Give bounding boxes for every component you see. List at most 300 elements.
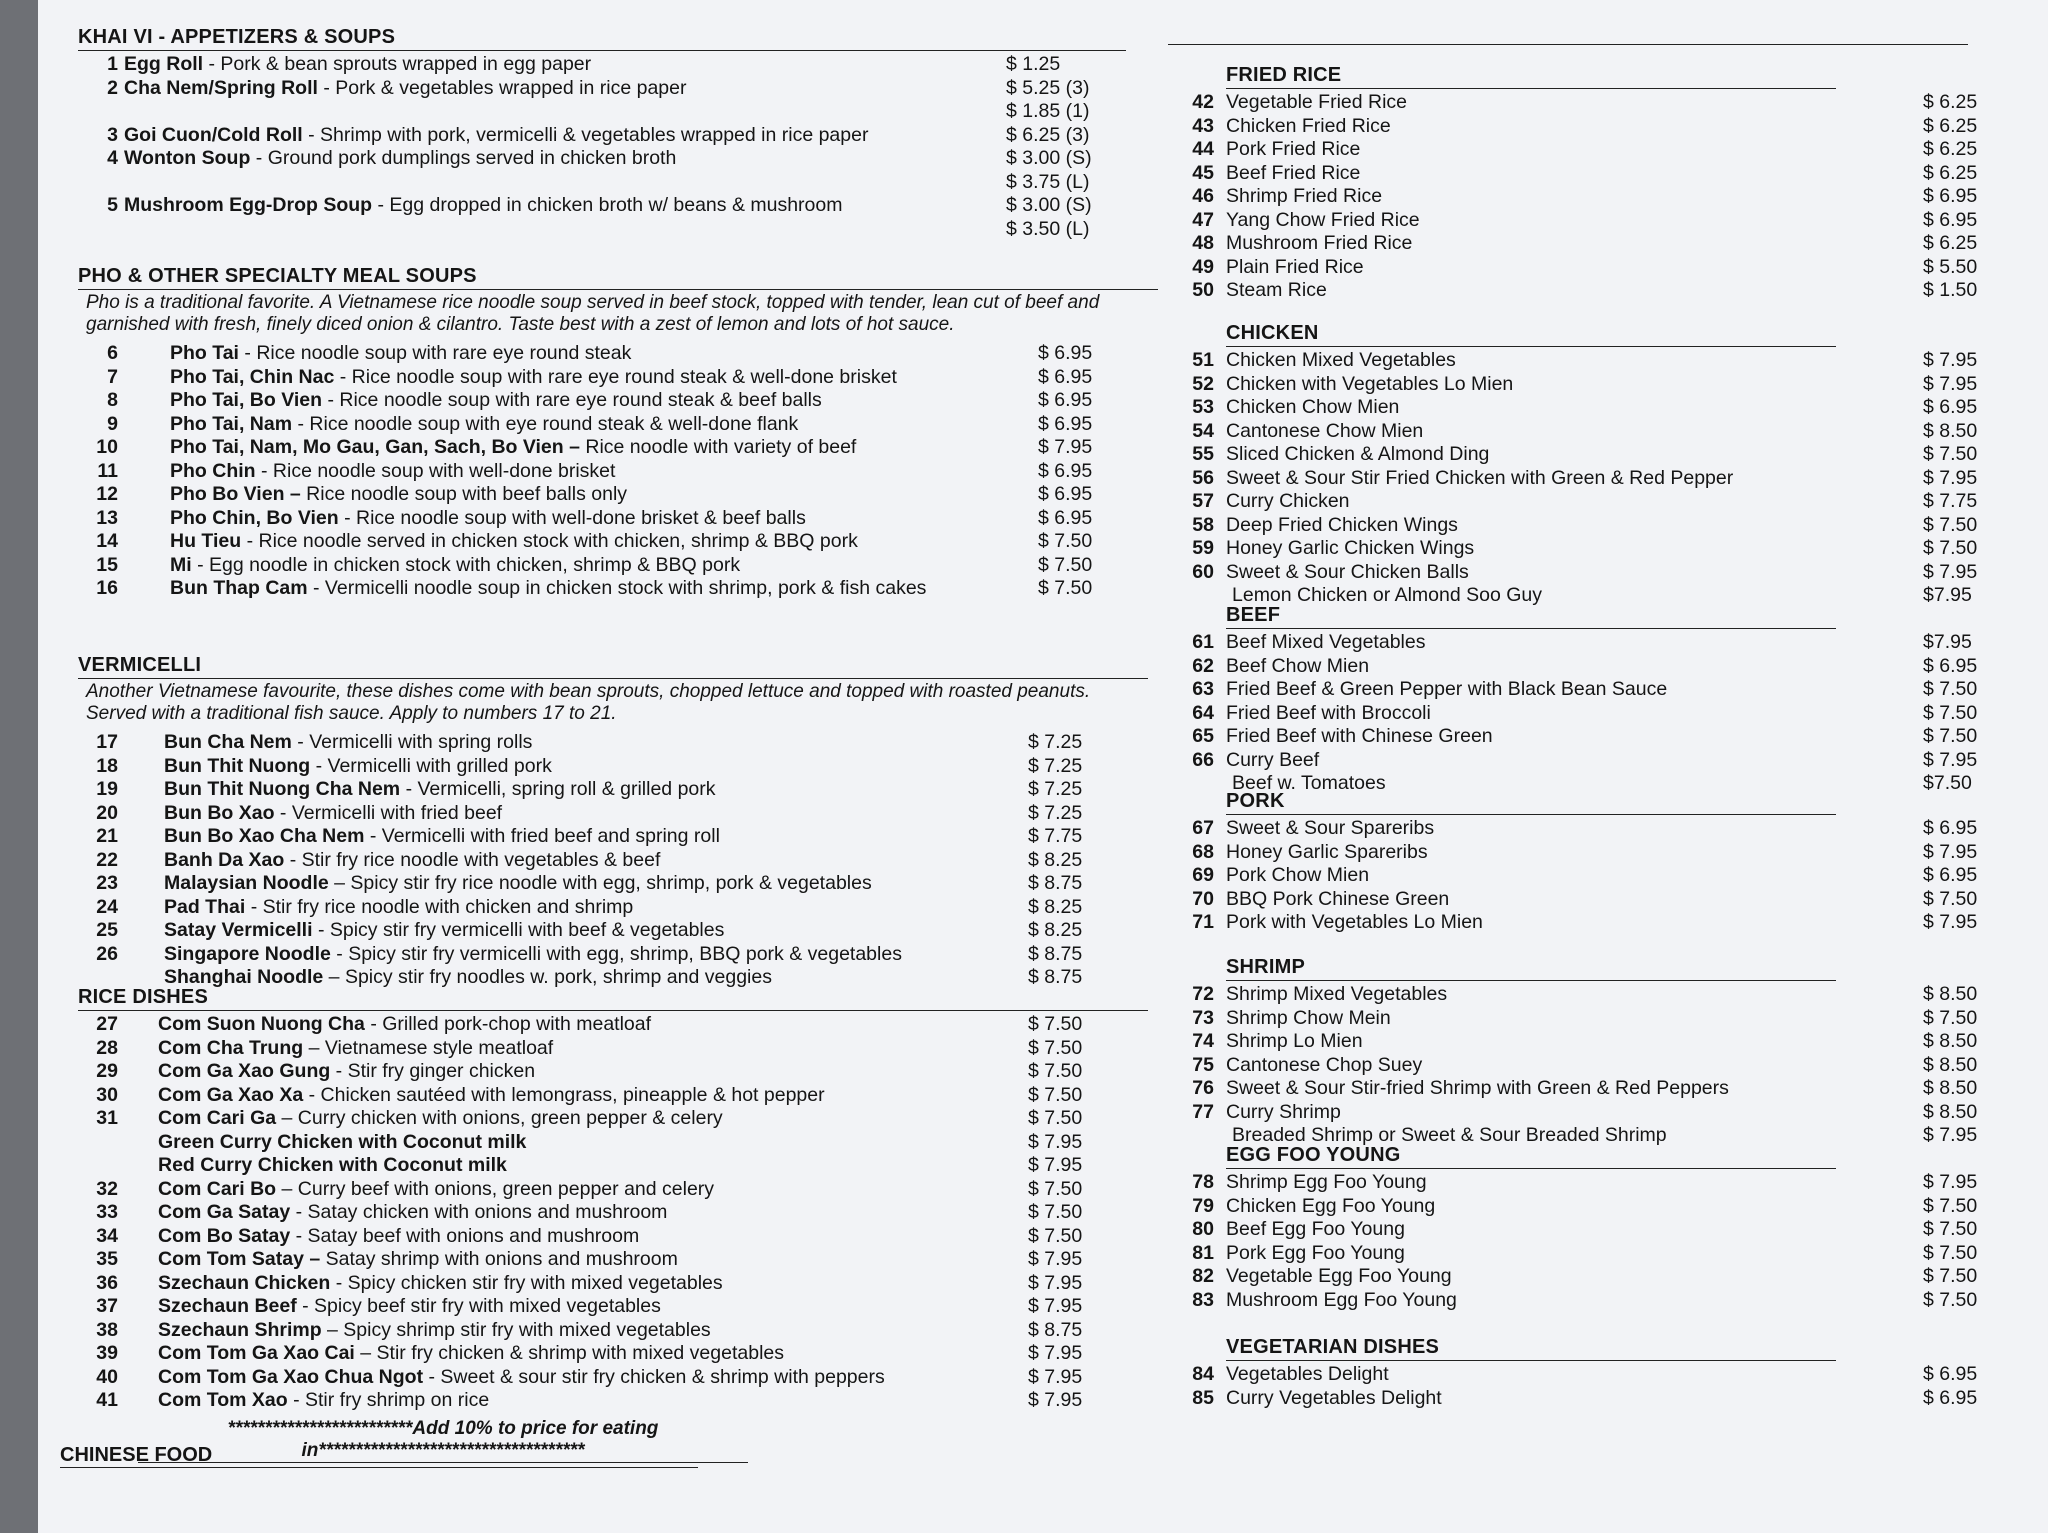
item-price: $ 8.50 xyxy=(1923,1053,1978,1076)
item-name: Shrimp Egg Foo Young xyxy=(1226,1171,1427,1193)
item-name: Beef Egg Foo Young xyxy=(1226,1218,1405,1240)
section-title: FRIED RICE xyxy=(1226,64,1836,89)
item-number: 69 xyxy=(1192,864,1214,886)
item-name: Shanghai Noodle xyxy=(164,966,324,988)
item-price: $ 8.50 xyxy=(1923,1077,1978,1099)
item-price: $ 6.95 xyxy=(1923,1363,1978,1385)
item-number: 64 xyxy=(1192,701,1214,724)
item-number: 27 xyxy=(96,1013,118,1035)
item-price: $ 6.95 xyxy=(1923,654,1978,677)
item-price: $ 6.25 xyxy=(1923,114,1978,137)
item-description: - Pork & vegetables wrapped in rice paper xyxy=(317,76,687,99)
item-text xyxy=(170,342,1028,366)
item-price: $ 7.95 xyxy=(1923,1171,1978,1193)
menu-item xyxy=(1168,725,2008,749)
item-name: Pork with Vegetables Lo Mien xyxy=(1226,911,1483,933)
item-price: $ 3.00 (S) xyxy=(1006,194,1092,216)
item-name: Com Ga Xao Xa xyxy=(158,1083,304,1106)
item-text xyxy=(158,1178,1018,1202)
item-number: 10 xyxy=(96,436,118,458)
item-number: 1 xyxy=(107,53,118,75)
item-price: $ 6.25 xyxy=(1923,138,1978,160)
item-price: $ 8.25 xyxy=(1028,848,1083,871)
menu-item xyxy=(78,919,1148,943)
item-number: 14 xyxy=(96,530,118,552)
item-price: $ 5.25 (3) xyxy=(1006,76,1090,99)
item-number: 45 xyxy=(1192,161,1214,184)
menu-item xyxy=(78,1225,1148,1249)
item-description: - Shrimp with pork, vermicelli & vegetables wrapped in rice paper xyxy=(302,123,869,146)
item-number: 49 xyxy=(1192,255,1214,278)
item-text xyxy=(170,413,1028,437)
item-name: Mushroom Egg Foo Young xyxy=(1226,1288,1457,1311)
menu-item xyxy=(78,342,1158,366)
item-text xyxy=(158,1389,1018,1413)
item-text xyxy=(170,530,1028,554)
item-price: $ 7.95 xyxy=(1028,1389,1083,1411)
item-number: 85 xyxy=(1192,1386,1214,1409)
item-number: 38 xyxy=(96,1318,118,1341)
item-name: Curry Shrimp xyxy=(1226,1100,1341,1123)
item-description: - Vermicelli, spring roll & grilled pork xyxy=(400,778,716,800)
item-price: $ 5.50 xyxy=(1923,255,1978,278)
item-description: - Spicy stir fry vermicelli with beef & vegetables xyxy=(312,919,725,941)
menu-item xyxy=(1168,561,2008,585)
menu-item xyxy=(78,483,1158,507)
section-title: BEEF xyxy=(1226,604,1836,629)
menu-item xyxy=(1168,209,2008,233)
item-description: - Stir fry rice noodle with chicken and shrimp xyxy=(245,895,634,918)
item-price: $ 6.95 xyxy=(1038,389,1093,411)
item-description: – Spicy stir fry noodles w. pork, shrimp and veggies xyxy=(323,966,772,988)
item-number: 63 xyxy=(1192,678,1214,700)
item-description: - Sweet & sour stir fry chicken & shrimp with peppers xyxy=(423,1365,885,1388)
item-name: Bun Bo Xao xyxy=(164,801,275,824)
item-name: Pho Tai xyxy=(170,342,239,364)
item-name: Curry Beef xyxy=(1226,748,1320,771)
item-text xyxy=(158,1154,1018,1178)
menu-item xyxy=(78,1248,1148,1272)
item-price: $ 7.50 xyxy=(1923,443,1978,465)
item-description: - Vermicelli with fried beef xyxy=(274,801,503,824)
chinese-food-footer xyxy=(60,1444,698,1468)
item-number: 21 xyxy=(96,825,118,847)
item-text xyxy=(170,483,1028,507)
item-price: $ 7.95 xyxy=(1923,840,1978,863)
item-name: Fried Beef & Green Pepper with Black Bean Sauce xyxy=(1226,678,1668,700)
item-number: 12 xyxy=(96,483,118,505)
item-price: $ 7.95 xyxy=(1028,1365,1083,1388)
item-price: $ 6.95 xyxy=(1923,817,1978,839)
item-name: Beef w. Tomatoes xyxy=(1232,772,1386,794)
item-price: $ 6.25 xyxy=(1923,232,1978,254)
item-name: Curry Vegetables Delight xyxy=(1226,1386,1442,1409)
item-text xyxy=(164,849,1018,873)
item-number: 42 xyxy=(1192,91,1214,113)
item-name: Beef Fried Rice xyxy=(1226,161,1361,184)
item-name: Cantonese Chop Suey xyxy=(1226,1053,1423,1076)
item-text xyxy=(158,1319,1018,1343)
section-vegetarian-dishes xyxy=(1168,1336,2008,1410)
item-name: Breaded Shrimp or Sweet & Sour Breaded Shrimp xyxy=(1232,1124,1667,1146)
item-number: 72 xyxy=(1192,983,1214,1005)
item-name: Pork Fried Rice xyxy=(1226,138,1361,160)
item-name: Vegetable Fried Rice xyxy=(1226,91,1408,113)
item-price: $ 7.50 xyxy=(1028,1224,1083,1247)
item-number: 71 xyxy=(1192,911,1214,933)
item-price: $ 6.95 xyxy=(1923,185,1978,207)
menu-item xyxy=(1168,373,2008,397)
item-name: Com Cari Bo xyxy=(158,1177,277,1200)
item-text xyxy=(164,778,1018,802)
item-name: Chicken with Vegetables Lo Mien xyxy=(1226,372,1514,395)
item-price: $ 6.25 xyxy=(1923,161,1978,184)
menu-item xyxy=(1168,232,2008,256)
item-number: 6 xyxy=(107,342,118,364)
item-description: - Rice noodle soup with well-done brisket xyxy=(255,459,616,482)
item-number: 76 xyxy=(1192,1077,1214,1099)
menu-item xyxy=(78,1295,1148,1319)
item-number: 84 xyxy=(1192,1363,1214,1385)
item-name: Fried Beef with Chinese Green xyxy=(1226,725,1493,747)
item-price: $ 7.50 xyxy=(1028,1036,1083,1059)
item-price: $ 7.50 xyxy=(1923,513,1978,536)
item-description: - Rice noodle soup with eye round steak & well-done flank xyxy=(292,412,799,435)
item-number: 34 xyxy=(96,1224,118,1247)
item-number: 43 xyxy=(1192,114,1214,137)
menu-item xyxy=(1168,702,2008,726)
item-text xyxy=(158,1131,1018,1155)
item-text xyxy=(158,1084,1018,1108)
item-number: 35 xyxy=(96,1248,118,1270)
item-name: Com Ga Satay xyxy=(158,1201,291,1223)
item-text xyxy=(158,1037,1018,1061)
item-price: $ 7.50 xyxy=(1038,553,1093,576)
item-number: 2 xyxy=(107,76,118,99)
item-name: Banh Da Xao xyxy=(164,848,285,871)
top-divider xyxy=(1168,44,1968,45)
menu-item xyxy=(1168,396,2008,420)
item-number: 62 xyxy=(1192,654,1214,677)
menu-item xyxy=(78,124,1126,148)
item-price: $ 7.50 xyxy=(1923,725,1978,747)
item-number: 15 xyxy=(96,553,118,576)
item-price: $ 7.95 xyxy=(1923,372,1978,395)
item-description: - Vermicelli with grilled pork xyxy=(310,754,552,777)
item-number: 30 xyxy=(96,1083,118,1106)
item-number: 57 xyxy=(1192,490,1214,512)
item-name: Com Tom Ga Xao Chua Ngot xyxy=(158,1365,424,1388)
item-description: - Vermicelli noodle soup in chicken stock with shrimp, pork & fish cakes xyxy=(307,577,927,599)
item-price: $ 8.75 xyxy=(1028,872,1083,894)
item-price: $ 3.00 (S) xyxy=(1006,147,1092,169)
menu-item xyxy=(1168,983,2008,1007)
item-name: Sliced Chicken & Almond Ding xyxy=(1226,443,1490,465)
menu-item xyxy=(1168,678,2008,702)
item-text xyxy=(170,436,1028,460)
item-number: 29 xyxy=(96,1060,118,1082)
item-price: $ 8.75 xyxy=(1028,942,1083,965)
item-price: $ 7.50 xyxy=(1028,1083,1083,1106)
vermicelli-section xyxy=(78,654,1148,990)
item-price: $ 7.50 xyxy=(1923,1265,1978,1287)
item-name: Shrimp Lo Mien xyxy=(1226,1030,1363,1052)
item-price: $ 7.50 xyxy=(1923,1241,1978,1264)
item-text xyxy=(158,1248,1018,1272)
item-number: 4 xyxy=(107,147,118,169)
item-price: $ 7.75 xyxy=(1028,825,1083,847)
menu-item xyxy=(1168,443,2008,467)
section-fried-rice xyxy=(1168,64,2008,303)
item-name: Com Suon Nuong Cha xyxy=(158,1013,365,1035)
item-number: 23 xyxy=(96,872,118,894)
item-price: $7.95 xyxy=(1923,584,1972,606)
item-price: $ 8.50 xyxy=(1923,1030,1978,1052)
item-text xyxy=(158,1225,1018,1249)
item-number: 68 xyxy=(1192,840,1214,863)
item-price: $ 3.75 (L) xyxy=(1006,170,1090,193)
item-name: Deep Fried Chicken Wings xyxy=(1226,513,1458,536)
item-number: 70 xyxy=(1192,887,1214,910)
item-price: $ 7.95 xyxy=(1028,1271,1083,1294)
menu-item xyxy=(78,1084,1148,1108)
item-number: 81 xyxy=(1192,1241,1214,1264)
item-name: Bun Bo Xao Cha Nem xyxy=(164,825,365,847)
item-description: Rice noodle soup with beef balls only xyxy=(300,483,628,505)
item-text xyxy=(170,366,1028,390)
item-price: $ 7.50 xyxy=(1028,1201,1083,1223)
menu-item xyxy=(78,1178,1148,1202)
item-number: 39 xyxy=(96,1342,118,1364)
item-name: Pork Chow Mien xyxy=(1226,864,1370,886)
menu-item xyxy=(1168,1265,2008,1289)
item-number: 40 xyxy=(96,1365,118,1388)
item-number: 50 xyxy=(1192,279,1214,301)
item-number: 18 xyxy=(96,754,118,777)
item-description: - Satay chicken with onions and mushroom xyxy=(290,1201,668,1223)
menu-item xyxy=(1168,467,2008,491)
item-name: Cantonese Chow Mien xyxy=(1226,419,1424,442)
menu-item xyxy=(1168,1218,2008,1242)
item-name: Honey Garlic Spareribs xyxy=(1226,840,1428,863)
section-title: EGG FOO YOUNG xyxy=(1226,1144,1836,1169)
menu-item xyxy=(1168,864,2008,888)
item-name: Pho Bo Vien – xyxy=(170,483,301,505)
menu-item xyxy=(1168,420,2008,444)
item-name: Vegetables Delight xyxy=(1226,1363,1389,1385)
item-name: Bun Cha Nem xyxy=(164,731,292,753)
item-price: $ 6.95 xyxy=(1923,208,1978,231)
item-price: $ 7.50 xyxy=(1923,701,1978,724)
menu-item xyxy=(1168,1242,2008,1266)
item-price: $ 7.75 xyxy=(1923,490,1978,512)
item-number: 7 xyxy=(107,365,118,388)
item-number: 20 xyxy=(96,801,118,824)
item-number: 41 xyxy=(96,1389,118,1411)
item-name: Pho Tai, Nam, Mo Gau, Gan, Sach, Bo Vien – xyxy=(170,436,580,458)
item-text xyxy=(124,53,996,77)
item-price: $7.50 xyxy=(1923,772,1972,794)
menu-item xyxy=(78,389,1158,413)
item-name: Shrimp Chow Mein xyxy=(1226,1006,1391,1029)
menu-item xyxy=(1168,1195,2008,1219)
item-price: $ 6.25 xyxy=(1923,91,1978,113)
menu-item xyxy=(78,849,1148,873)
menu-item xyxy=(78,366,1158,390)
item-number: 11 xyxy=(97,459,118,482)
item-name: Beef Chow Mien xyxy=(1226,654,1370,677)
item-description: - Rice noodle soup with well-done brisket & beef balls xyxy=(338,506,806,529)
item-name: Sweet & Sour Stir Fried Chicken with Green & Red Pepper xyxy=(1226,466,1734,489)
menu-item xyxy=(78,530,1158,554)
item-name: Red Curry Chicken with Coconut milk xyxy=(158,1154,507,1176)
item-description: – Curry chicken with onions, green pepper & celery xyxy=(276,1107,723,1129)
menu-item xyxy=(78,77,1126,124)
rice-dishes-section xyxy=(78,986,1148,1413)
item-description: - Stir fry shrimp on rice xyxy=(287,1389,490,1411)
item-description: - Rice noodle soup with rare eye round steak & well-done brisket xyxy=(334,365,897,388)
item-name: Shrimp Mixed Vegetables xyxy=(1226,983,1448,1005)
item-description: - Rice noodle soup with rare eye round steak xyxy=(238,342,632,364)
item-price: $ 7.50 xyxy=(1923,1194,1978,1217)
section-shrimp xyxy=(1168,956,2008,1148)
item-number: 61 xyxy=(1192,631,1214,653)
item-number: 31 xyxy=(96,1107,118,1129)
item-price: $ 8.50 xyxy=(1923,983,1978,1005)
item-name: Com Tom Satay – xyxy=(158,1248,321,1270)
item-price: $ 7.50 xyxy=(1923,1006,1978,1029)
item-name: Sweet & Sour Stir-fried Shrimp with Green & Red Peppers xyxy=(1226,1077,1729,1099)
item-description: – Stir fry chicken & shrimp with mixed vegetables xyxy=(354,1342,785,1364)
item-price: $ 7.50 xyxy=(1038,530,1093,552)
section-title: VERMICELLI xyxy=(78,654,1148,679)
item-text xyxy=(124,77,996,101)
item-description: - Chicken sautéed with lemongrass, pineapple & hot pepper xyxy=(303,1083,825,1106)
section-title: SHRIMP xyxy=(1226,956,1836,981)
item-description: – Vietnamese style meatloaf xyxy=(303,1036,554,1059)
item-number: 28 xyxy=(96,1036,118,1059)
item-name: Pho Tai, Bo Vien xyxy=(170,389,323,411)
item-text xyxy=(164,872,1018,896)
item-price: $ 6.95 xyxy=(1038,483,1093,505)
item-price: $ 6.95 xyxy=(1923,864,1978,886)
item-name: Sweet & Sour Chicken Balls xyxy=(1226,560,1469,583)
item-name: Chicken Chow Mien xyxy=(1226,396,1400,418)
pho-section xyxy=(78,265,1158,601)
item-text xyxy=(164,943,1018,967)
item-text xyxy=(158,1295,1018,1319)
item-name: Chicken Fried Rice xyxy=(1226,114,1391,137)
item-number: 47 xyxy=(1192,208,1214,231)
menu-item xyxy=(1168,115,2008,139)
item-number: 79 xyxy=(1192,1194,1214,1217)
item-price: $ 7.95 xyxy=(1923,1124,1978,1146)
item-price: $ 7.95 xyxy=(1923,911,1978,933)
item-number: 74 xyxy=(1192,1030,1214,1052)
item-description: - Egg noodle in chicken stock with chicken, shrimp & BBQ pork xyxy=(191,553,741,576)
item-name: Singapore Noodle xyxy=(164,942,331,965)
menu-item xyxy=(1168,349,2008,373)
menu-item xyxy=(1168,1171,2008,1195)
menu-item xyxy=(1168,138,2008,162)
menu-item xyxy=(1168,514,2008,538)
item-number: 59 xyxy=(1192,537,1214,559)
item-name: Satay Vermicelli xyxy=(164,919,313,941)
menu-item xyxy=(1168,1054,2008,1078)
item-name: Chicken Egg Foo Young xyxy=(1226,1194,1436,1217)
menu-item xyxy=(1168,655,2008,679)
item-name: Szechaun Beef xyxy=(158,1295,297,1317)
item-name: Pho Chin xyxy=(170,459,256,482)
item-number: 3 xyxy=(107,123,118,146)
menu-item xyxy=(1168,279,2008,303)
item-price: $ 7.95 xyxy=(1923,466,1978,489)
item-price: $ 7.25 xyxy=(1028,754,1083,777)
menu-item xyxy=(78,1037,1148,1061)
item-number: 67 xyxy=(1192,817,1214,839)
item-text xyxy=(164,919,1018,943)
item-price: $ 7.50 xyxy=(1923,537,1978,559)
item-description: Rice noodle with variety of beef xyxy=(579,436,857,458)
item-name: Mi xyxy=(170,553,192,576)
item-name: Sweet & Sour Spareribs xyxy=(1226,817,1435,839)
item-price: $ 7.50 xyxy=(1923,887,1978,910)
menu-item xyxy=(1168,888,2008,912)
item-price: $ 7.50 xyxy=(1028,1107,1083,1129)
menu-item xyxy=(78,147,1126,194)
item-description: – Curry beef with onions, green pepper and celery xyxy=(276,1177,715,1200)
item-name: Pho Chin, Bo Vien xyxy=(170,506,339,529)
menu-item xyxy=(78,755,1148,779)
menu-item xyxy=(1168,911,2008,935)
item-name: Mushroom Fried Rice xyxy=(1226,232,1413,254)
item-number: 73 xyxy=(1192,1006,1214,1029)
menu-item xyxy=(78,778,1148,802)
section-title: CHICKEN xyxy=(1226,322,1836,347)
item-price: $ 6.95 xyxy=(1038,459,1093,482)
item-description: - Rice noodle served in chicken stock with chicken, shrimp & BBQ pork xyxy=(241,530,858,552)
note-text: *************************Add 10% to price for eating in************************************ xyxy=(138,1418,748,1463)
item-price: $ 8.50 xyxy=(1923,419,1978,442)
item-price: $ 7.50 xyxy=(1923,1288,1978,1311)
item-name: Plain Fried Rice xyxy=(1226,255,1364,278)
item-text xyxy=(170,460,1028,484)
menu-item xyxy=(1168,1007,2008,1031)
item-price: $ 8.25 xyxy=(1028,919,1083,941)
item-price: $ 7.50 xyxy=(1028,1013,1083,1035)
item-price: $ 7.50 xyxy=(1028,1060,1083,1082)
item-description: - Spicy beef stir fry with mixed vegetables xyxy=(296,1295,661,1317)
section-pork xyxy=(1168,790,2008,935)
item-number: 66 xyxy=(1192,748,1214,771)
menu-item xyxy=(78,1201,1148,1225)
item-text xyxy=(170,389,1028,413)
item-name: Bun Thap Cam xyxy=(170,577,308,599)
section-description: Pho is a traditional favorite. A Vietnamese rice noodle soup served in beef stock, topped with tender, lean cut of beef and garnished with fresh, finely diced onion & cilantro. Taste best with a zest of lemon and lots of hot sauce. xyxy=(86,292,1100,335)
item-name: Com Tom Xao xyxy=(158,1389,288,1411)
item-description: – Spicy shrimp stir fry with mixed vegetables xyxy=(321,1318,711,1341)
menu-item xyxy=(1168,1387,2008,1411)
item-description: - Stir fry rice noodle with vegetables & beef xyxy=(284,848,661,871)
item-name: Com Cha Trung xyxy=(158,1036,304,1059)
item-price: $ 6.95 xyxy=(1038,365,1093,388)
item-name: Beef Mixed Vegetables xyxy=(1226,631,1426,653)
menu-item xyxy=(78,943,1148,967)
item-text xyxy=(164,731,1018,755)
item-price: $ 7.95 xyxy=(1923,560,1978,583)
item-price: $ 8.75 xyxy=(1028,966,1083,988)
item-name: Pork Egg Foo Young xyxy=(1226,1241,1405,1264)
